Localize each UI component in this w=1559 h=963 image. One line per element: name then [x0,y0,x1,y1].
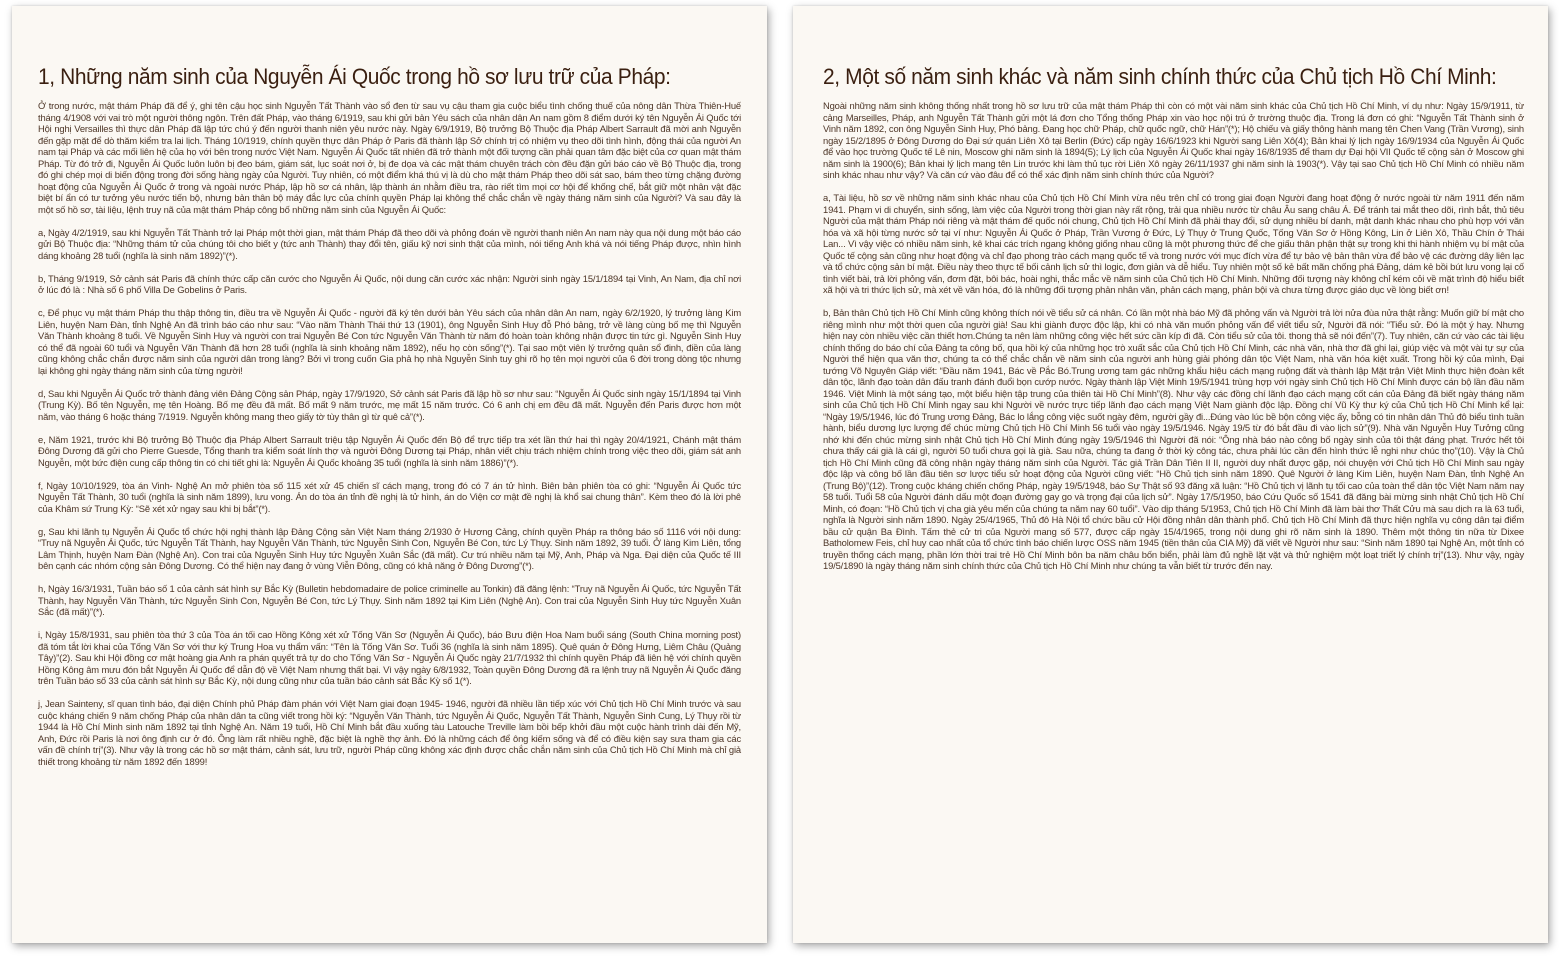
right-paragraph-b: b, Bản thân Chủ tịch Hồ Chí Minh cũng không thích nói về tiểu sử cá nhân. Có lần một nhà báo Mỹ đã phỏng vấn và Người trả lời nửa đùa nửa thật rằng: Muốn giữ bí mật cho riêng mình như một thời quen của người già! Sau khi giành được độc lập, khi có nhà văn muốn phỏng vấn để viết tiểu sử, Người đã nói: “Tiểu sử. Đó là một ý hay. Nhưng hiện nay còn nhiều việc cần thiết hơn.Chúng ta nên làm những công việc hết sức cần kíp đi đã. Còn tiểu sử của tôi. thong thả sẽ nói đến”(7). Tuy nhiên, căn cứ vào các tài liệu chính thống do báo chí của Đảng ta công bố, qua hồi ký của những học trò xuất sắc của Chủ tịch Hồ Chí Minh, các nhà văn, nhà thơ đã ghi lại, giúp việc và một vài tự sự của Người thể hiện qua văn thơ, chúng ta có thể chắc chắn về năm sinh của người anh hùng giải phóng dân tộc Việt Nam, nhà văn hóa kiệt xuất. Trong hồi ký của mình, Đại tướng Võ Nguyên Giáp viết: “Đầu năm 1941, Bác về Pắc Bó.Trung ương tam gác những khẩu hiệu cách mạng ruộng đất và thành lập Mặt trận Việt Minh thực hiện đoàn kết dân tộc, lãnh đạo toàn dân đấu tranh đánh đuổi bọn cướp nước. Ngày thành lập Việt Minh 19/5/1941 trùng hợp với ngày sinh Chủ tịch Hồ Chí Minh được cán bộ lần đầu năm 1946. Việt Minh là một sáng tạo, một biểu hiện tập trung của thiên tài Hồ Chí Minh”(8). Như vậy các đồng chí lãnh đạo cách mạng cốt cán của Đảng đã biết ngày tháng năm sinh của Chủ tịch Hồ Chí Minh ngay sau khi Người về nước trực tiếp lãnh đạo cách mạng Việt Nam giành độc lập. Đồng chí Vũ Kỳ thư ký của Chủ tịch Hồ Chí Minh kể lại: “Ngày 19/5/1946, lúc đó Trung ương Đảng, Bác lo lắng công việc suốt ngày đêm, người gầy đi...Đúng vào lúc bề bộn công việc ấy, bỗng có tin nhân dân Thủ đô biểu tình tuần hành, biểu dương lực lượng để chúc mừng Chủ tịch Hồ Chí Minh 56 tuổi vào ngày 19/5/1946. Ngày 19/5 từ đó bắt đầu đi vào lịch sử”(9). Nhà văn Nguyễn Huy Tưởng cũng nhớ khi đến chúc mừng sinh nhật Chủ tịch Hồ Chí Minh đúng ngày 19/5/1946 thì Người đã nói: “Ông nhà báo nào công bố ngày sinh của tôi thật đáng phạt. Trước hết tôi chưa thấy cái già là cái gì, người 50 tuổi chưa gọi là già. Sau nữa, chúng ta đang ở thời kỳ công tác, chưa phải lúc cần đến hình thức lễ nghi như chúc thọ”(10). Vậy là Chủ tịch Hồ Chí Minh cũng đã công nhận ngày tháng năm sinh của Người. Tác giả Trần Dân Tiên II II, người duy nhất được gặp, nói chuyện với Chủ tịch Hồ Chí Minh sau ngày độc lập và công bố lần đầu tiên sơ lược tiểu sử hoạt động của Người cũng viết: “Hồ Chủ tịch sinh năm 1890. Quê Người ở làng Kim Liên, huyện Nam Đàn, tỉnh Nghệ An (Trung Bộ)”(12). Trong cuộc kháng chiến chống Pháp, ngày 19/5/1948, báo Sự Thật số 93 đăng xã luận: “Hồ Chủ tịch vị lãnh tụ tối cao của toàn thể dân tộc Việt Nam năm nay 58 tuổi. Tuổi 58 của Người đánh dấu một đoạn đường gay go và trọng đại của lịch sử”. Ngày 17/5/1950, báo Cứu Quốc số 1541 đã đăng bài mừng sinh nhật Chủ tịch Hồ Chí Minh, có đoạn: “Hồ Chủ tịch vị cha già yêu mến của chúng ta năm nay 60 tuổi”. Vào dịp tháng 5/1953, Chủ tịch Hồ Chí Minh đã làm bài thơ Thất Cửu mà sau dịch ra là 63 tuổi, nghĩa là Người sinh năm 1890. Ngày 25/4/1965, Thủ đô Hà Nội tổ chức bầu cử Hội đồng nhân dân thành phố. Chủ tịch Hồ Chí Minh đã thực hiện nghĩa vụ công dân tại điểm bầu cử quận Ba Đình. Tấm thẻ cử tri của Người mang số 577, được cấp ngày 15/4/1965, trong nội dung ghi rõ năm sinh là 1890. Thêm một thông tin nữa từ Dixee Batholomew Feis, chỉ huy cao nhất của tổ chức tình báo chiến lược OSS năm 1945 (tiền thân của CIA Mỹ) đã viết về Người như sau: “Sinh năm 1890 tại Nghệ An, một tỉnh có truyền thống cách mạng, phần lớn thời trai trẻ Hồ Chí Minh bôn ba năm châu bốn biển, phải làm đủ nghề lặt vặt và thử nghiệm một loạt triết lý chính trị”(13). Như vậy, ngày 19/5/1890 là ngày tháng năm sinh chính thức của Chủ tịch Hồ Chí Minh như chúng ta vẫn biết từ trước đến nay. [823,307,1524,571]
right-intro-paragraph: Ngoài những năm sinh không thống nhất trong hồ sơ lưu trữ của mật thám Pháp thì còn có một vài năm sinh khác của Chủ tịch Hồ Chí Minh, ví dụ như: Ngày 15/9/1911, từ cảng Marseilles, Pháp, anh Nguyễn Tất Thành gửi một lá đơn cho Tổng thống Pháp xin vào học nội trú ở trường thuộc địa. Trong lá đơn có ghi: “Nguyễn Tất Thành sinh ở Vinh năm 1892, con ông Nguyễn Sinh Huy, Phó bảng. Đang học chữ Pháp, chữ quốc ngữ, chữ Hán”(*); Hộ chiếu và giấy thông hành mang tên Chen Vang (Trần Vương), sinh ngày 15/2/1895 ở Đông Dương do Đại sứ quán Liên Xô tại Berlin (Đức) cấp ngày 16/6/1923 khi Người sang Liên Xô(4); Bản khai lý lịch ngày 16/9/1934 của Nguyễn Ái Quốc để vào học trường Quốc tế Lê nin, Moscow ghi năm sinh là 1894(5); Lý lịch của Nguyễn Ái Quốc khai ngày 16/8/1935 để tham dự Đại hội VII Quốc tế cộng sản ở Moscow ghi năm sinh là 1900(6); Bản khai lý lịch mang tên Lin trước khi làm thủ tục rời Liên Xô ngày 26/11/1937 ghi năm sinh là 1903(*). Vậy tại sao Chủ tịch Hồ Chí Minh có nhiều năm sinh khác nhau như vậy? Và căn cứ vào đâu để có thể xác định năm sinh chính thức của Người? [823,100,1524,180]
left-paragraph-h: h, Ngày 16/3/1931, Tuần báo số 1 của cảnh sát hình sự Bắc Kỳ (Bulletin hebdomadaire de police criminelle au Tonkin) đã đăng lệnh: “Truy nã Nguyễn Ái Quốc, tức Nguyễn Tất Thành, hay Nguyễn Văn Thành, tức Nguyễn Sinh Con, Nguyễn Bé Con, tức Lý Thụy. Sinh năm 1892 tại Kim Liên (Nghệ An). Con trai của Nguyễn Sinh Huy tức Nguyễn Xuân Sắc (đã mất)”(*). [38,583,741,617]
left-paragraph-j: j, Jean Sainteny, sĩ quan tình báo, đại diện Chính phủ Pháp đàm phán với Việt Nam giai đoạn 1945- 1946, người đã nhiều lần tiếp xúc với Chủ tịch Hồ Chí Minh trước và sau cuộc kháng chiến 9 năm chống Pháp của nhân dân ta cũng viết trong hồi ký: “Nguyễn Văn Thành, tức Nguyễn Ái Quốc, Nguyễn Tất Thành, Nguyễn Sinh Cung, Lý Thụy rồi từ 1944 là Hồ Chí Minh sinh năm 1892 tại tỉnh Nghệ An. Năm 19 tuổi, Hồ Chí Minh bắt đầu xuống tàu Latouche Treville làm bồi bếp khởi đầu một cuộc hành trình dài đến Mỹ, Anh, Đức rồi Paris là nơi ông định cư ở đó. Ông làm rất nhiều nghề, đặc biệt là nghề thợ ảnh. Đó là những cách để ông kiếm sống và để có điều kiện say sưa tham gia các vấn đề chính trị”(3). Như vậy là trong các hồ sơ mật thám, cảnh sát, lưu trữ, người Pháp cũng không xác định được chắc chắn năm sinh của Chủ tịch Hồ Chí Minh mà chỉ giả thiết trong khoảng từ năm 1892 đến 1899! [38,698,741,767]
right-page-title: 2, Một số năm sinh khác và năm sinh chính thức của Chủ tịch Hồ Chí Minh: [823,64,1497,89]
left-paragraph-c: c, Để phục vụ mật thám Pháp thu thập thông tin, điều tra về Nguyễn Ái Quốc - người đã ký tên dưới bản Yêu sách của nhân dân An nam, ngày 6/2/1920, lý trưởng làng Kim Liên, huyện Nam Đàn, tỉnh Nghệ An đã trình báo cáo như sau: “Vào năm Thành Thái thứ 13 (1901), ông Nguyễn Sinh Huy đỗ Phó bảng, trở về làng cùng bố mẹ thì Nguyễn Văn Thành khoảng 8 tuổi. Về Nguyễn Sinh Huy và người con trai Nguyễn Bé Con tức Nguyễn Văn Thành từ năm đó hoàn toàn không nhận được tin tức gì. Nguyễn Sinh Huy có thể đã ngoài 60 tuổi và Nguyễn Văn Thành đã hơn 28 tuổi (nghĩa là sinh khoảng năm 1892), nếu họ còn sống”(*). Tại sao một viên lý trưởng quản sổ đinh, điền của làng cũng không chắc chắn được năm sinh của người dân trong làng? Bởi vì trong cuốn Gia phả họ nhà Nguyễn Sinh tuy ghi rõ họ tên mọi người của 6 đời trong dòng tộc nhưng lại không ghi ngày tháng năm sinh của từng người! [38,307,741,376]
left-paragraph-g: g, Sau khi lãnh tụ Nguyễn Ái Quốc tổ chức hội nghị thành lập Đảng Cộng sản Việt Nam tháng 2/1930 ở Hương Cảng, chính quyền Pháp ra thông báo số 1116 với nội dung: “Truy nã Nguyễn Ái Quốc, tức Nguyễn Tất Thành, hay Nguyễn Văn Thành, tức Nguyễn Sinh Con, Nguyễn Bé Con, tức Lý Thụy. Sinh năm 1892, 39 tuổi. Ở làng Kim Liên, tổng Lâm Thịnh, huyện Nam Đàn (Nghệ An). Con trai của Nguyễn Sinh Huy tức Nguyễn Xuân Sắc (đã mất). Cư trú nhiều năm tại Mỹ, Anh, Pháp và Nga. Đại diện của Quốc tế III bên cạnh các nhóm cộng sản Đông Dương. Có thể hiện nay đang ở vùng Viễn Đông, cũng có khả năng ở Đông Dương”(*). [38,525,741,571]
right-page [793,6,1548,943]
left-paragraph-f: f, Ngày 10/10/1929, tòa án Vinh- Nghệ An mở phiên tòa số 115 xét xử 45 chiến sĩ cách mạng, trong đó có 7 án tử hình. Biên bản phiên tòa có ghi: “Nguyễn Ái Quốc tức Nguyễn Tất Thành, 30 tuổi (nghĩa là sinh năm 1899), lưu vong. Án do tòa án tỉnh đề nghị là tử hình, án do Viện cơ mật đề nghị là khổ sai chung thân”. Kèm theo đó là lời phê của Khâm sứ Trung Kỳ: “Sẽ xét xử ngay sau khi bị bắt”(*). [38,479,741,514]
left-paragraph-a: a, Ngày 4/2/1919, sau khi Nguyễn Tất Thành trở lại Pháp một thời gian, mật thám Pháp đã theo dõi và phỏng đoán về người thanh niên An nam này qua nội dung một báo cáo gửi Bộ Thuộc địa: “Những thám tử của chúng tôi cho biết y (tức anh Thành) thay đổi tên, giấu kỹ nơi sinh thật của mình, nói tiếng Anh khá và nói tiếng Pháp được, nhìn hình dáng khoảng 28 tuổi (nghĩa là sinh năm 1892)”(*). [38,226,741,261]
left-paragraph-d: d, Sau khi Nguyễn Ái Quốc trở thành đảng viên Đảng Cộng sản Pháp, ngày 17/9/1920, Sở cảnh sát Paris đã lập hồ sơ như sau: “Nguyễn Ái Quốc sinh ngày 15/1/1894 tại Vinh (Trung Kỳ). Bố tên Nguyễn, mẹ tên Hoàng. Bố mẹ đều đã mất. Bố mất 9 năm trước, mẹ mất 15 năm trước. Có 6 anh chị em đều đã mất. Nguyễn đến Paris được hơn một năm, vào tháng 6 hoặc tháng 7/1919. Nguyễn không mang theo giấy tờ tùy thân gì từ quê cả”(*). [38,387,741,422]
left-paragraph-b: b, Tháng 9/1919, Sở cảnh sát Paris đã chính thức cấp căn cước cho Nguyễn Ái Quốc, nội dung căn cước xác nhận: Người sinh ngày 15/1/1894 tại Vinh, An Nam, địa chỉ nơi ở lúc đó là : Nhà số 6 phố Villa De Gobelins ở Paris. [38,272,741,295]
right-paragraph-a: a, Tài liệu, hồ sơ về những năm sinh khác nhau của Chủ tịch Hồ Chí Minh vừa nêu trên chỉ có trong giai đoạn Người đang hoạt động ở nước ngoài từ năm 1911 đến năm 1941. Phạm vi di chuyển, sinh sống, làm việc của Người trong thời gian này rất rộng, trải qua nhiều nước từ châu Âu sang châu Á. Để tránh tai mắt theo dõi, rình bắt, thủ tiêu Người của mật thám Pháp nói riêng và mật thám đế quốc nói chung, Chủ tịch Hồ Chí Minh đã phải thay đổi, sử dụng nhiều bí danh, mật danh khác nhau cho phù hợp với văn hóa và xã hội từng nước sở tại ví như: Nguyễn Ái Quốc ở Pháp, Trần Vương ở Đức, Lý Thụy ở Trung Quốc, Tống Văn Sơ ở Hồng Kông, Lin ở Liên Xô, Thầu Chín ở Thái Lan... Vì vậy việc có nhiều năm sinh, kê khai các trích ngang không giống nhau cũng là một phương thức để che giấu thân phận thật sự trong khi thi hành nhiệm vụ bí mật của Quốc tế cộng sản cũng như hoạt động và chỉ đạo phong trào cách mạng quốc tế và trong nước với mục đích vừa để tự bảo vệ bản thân vừa để bảo vệ các đường dây liên lạc và tổ chức cộng sản bí mật. Điều này theo thực tế bối cảnh lịch sử thì logic, đơn giản và dễ hiểu. Tuy nhiên một số kẻ bất mãn chống phá Đảng, dám kẻ bồi bút lưu vong lại cố tình viết bài, trả lời phỏng vấn, đơm đặt, bôi bác, hoài nghi, thắc mắc về năm sinh của Chủ tịch Hồ Chí Minh. Những đối tượng này không chỉ kém cỏi về mặt trình độ hiểu biết xã hội và tri thức lịch sử, mà xét về văn hóa, đó là những đối tượng phản nhân văn, phản cách mạng, phản bội và chưa từng được giáo dục về lòng biết ơn! [823,192,1524,295]
left-paragraph-e: e, Năm 1921, trước khi Bộ trưởng Bộ Thuộc địa Pháp Albert Sarrault triệu tập Nguyễn Ái Quốc đến Bộ để trực tiếp tra xét lần thứ hai thì ngày 20/4/1921, Chánh mật thám Đông Dương đã gửi cho Pierre Guesde, Tổng thanh tra kiểm soát lính thợ và người Đông Dương tại Pháp, nhân viết chịu trách nhiệm chính trong việc theo dõi, giám sát anh Nguyễn, một bức điện cung cấp thông tin có chi tiết ghi là: Nguyễn Ái Quốc khoảng 35 tuổi (nghĩa là sinh năm 1886)”(*). [38,433,741,468]
left-intro-paragraph: Ở trong nước, mật thám Pháp đã để ý, ghi tên cậu học sinh Nguyễn Tất Thành vào sổ đen từ sau vụ cậu tham gia cuộc biểu tình chống thuế của nông dân Thừa Thiên-Huế tháng 4/1908 với vai trò một người thông ngôn. Trên đất Pháp, vào tháng 6/1919, sau khi gửi bản Yêu sách của nhân dân An nam gồm 8 điểm dưới ký tên Nguyễn Ái Quốc tới Hội nghị Versailles thì thực dân Pháp đã lập tức chú ý đến người thanh niên yêu nước này. Ngày 6/9/1919, Bộ trưởng Bộ Thuộc địa Pháp Albert Sarrault đã mời anh Nguyễn đến gặp mặt để dò thăm kiểm tra lai lịch. Tháng 10/1919, chính quyền thực dân Pháp ở Paris đã thành lập Sở chính trị có nhiệm vụ theo dõi tình hình, động thái của người An nam tại Pháp và các mối liên hệ của họ với bên trong nước Việt Nam. Nguyễn Ái Quốc tất nhiên đã trở thành một đối tượng cần phải quan tâm đặc biệt của cơ quan mật thám Pháp. Từ đó trở đi, Nguyễn Ái Quốc luôn luôn bị đeo bám, giám sát, lục soát nơi ở, bị đe dọa và các mật thám chuyên trách còn đều đặn gửi báo cáo về Bộ Thuộc địa, trong đó ghi chép mọi di biến động trong đời sống hàng ngày của Người. Tuy nhiên, có một điểm khá thú vị là dù cho mật thám Pháp theo dõi sát sao, bám theo từng chặng đường hoạt động của Nguyễn Ái Quốc ở trong và ngoài nước Pháp, lập hồ sơ cá nhân, lập thành án nhằm điều tra, rào riết tìm mọi cơ hội để khống chế, bắt giữ một nhân vật đặc biệt bí ẩn có tư tưởng yêu nước tiến bộ, nhưng bản thân bộ máy đắc lực của chính quyền Pháp lại không thể chắc chắn về ngày tháng năm sinh của Người? Và sau đây là một số hồ sơ, tài liệu, lệnh truy nã của mật thám Pháp công bố những năm sinh của Nguyễn Ái Quốc: [38,100,741,215]
left-page [12,6,767,943]
left-paragraph-i: i, Ngày 15/8/1931, sau phiên tòa thứ 3 của Tòa án tối cao Hồng Kông xét xử Tống Văn Sơ (Nguyễn Ái Quốc), báo Bưu điện Hoa Nam buổi sáng (South China morning post) đã tóm tắt lời khai của Tống Văn Sơ với thư ký Trung Hoa vụ thẩm vấn: “Tên là Tống Văn Sơ. Tuổi 36 (nghĩa là sinh năm 1895). Quê quán ở Đông Hưng, Liêm Châu (Quảng Tây)”(2). Sau khi Hội đồng cơ mật hoàng gia Anh ra phán quyết trả tự do cho Tống Văn Sơ - Nguyễn Ái Quốc ngày 21/7/1932 thì chính quyền Pháp đã liên hệ với chính quyền Hồng Kông âm mưu đón bắt Nguyễn Ái Quốc để dẫn độ về Việt Nam nhưng thất bại. Vì vậy ngày 6/8/1932, Toàn quyền Đông Dương đã ra lệnh truy nã Nguyễn Ái Quốc đăng trên Tuần báo số 33 của cảnh sát hình sự Bắc Kỳ, nội dung cũng như của tuần báo cảnh sát Bắc Kỳ số 1(*). [38,629,741,686]
left-page-title: 1, Những năm sinh của Nguyễn Ái Quốc trong hồ sơ lưu trữ của Pháp: [38,64,671,89]
